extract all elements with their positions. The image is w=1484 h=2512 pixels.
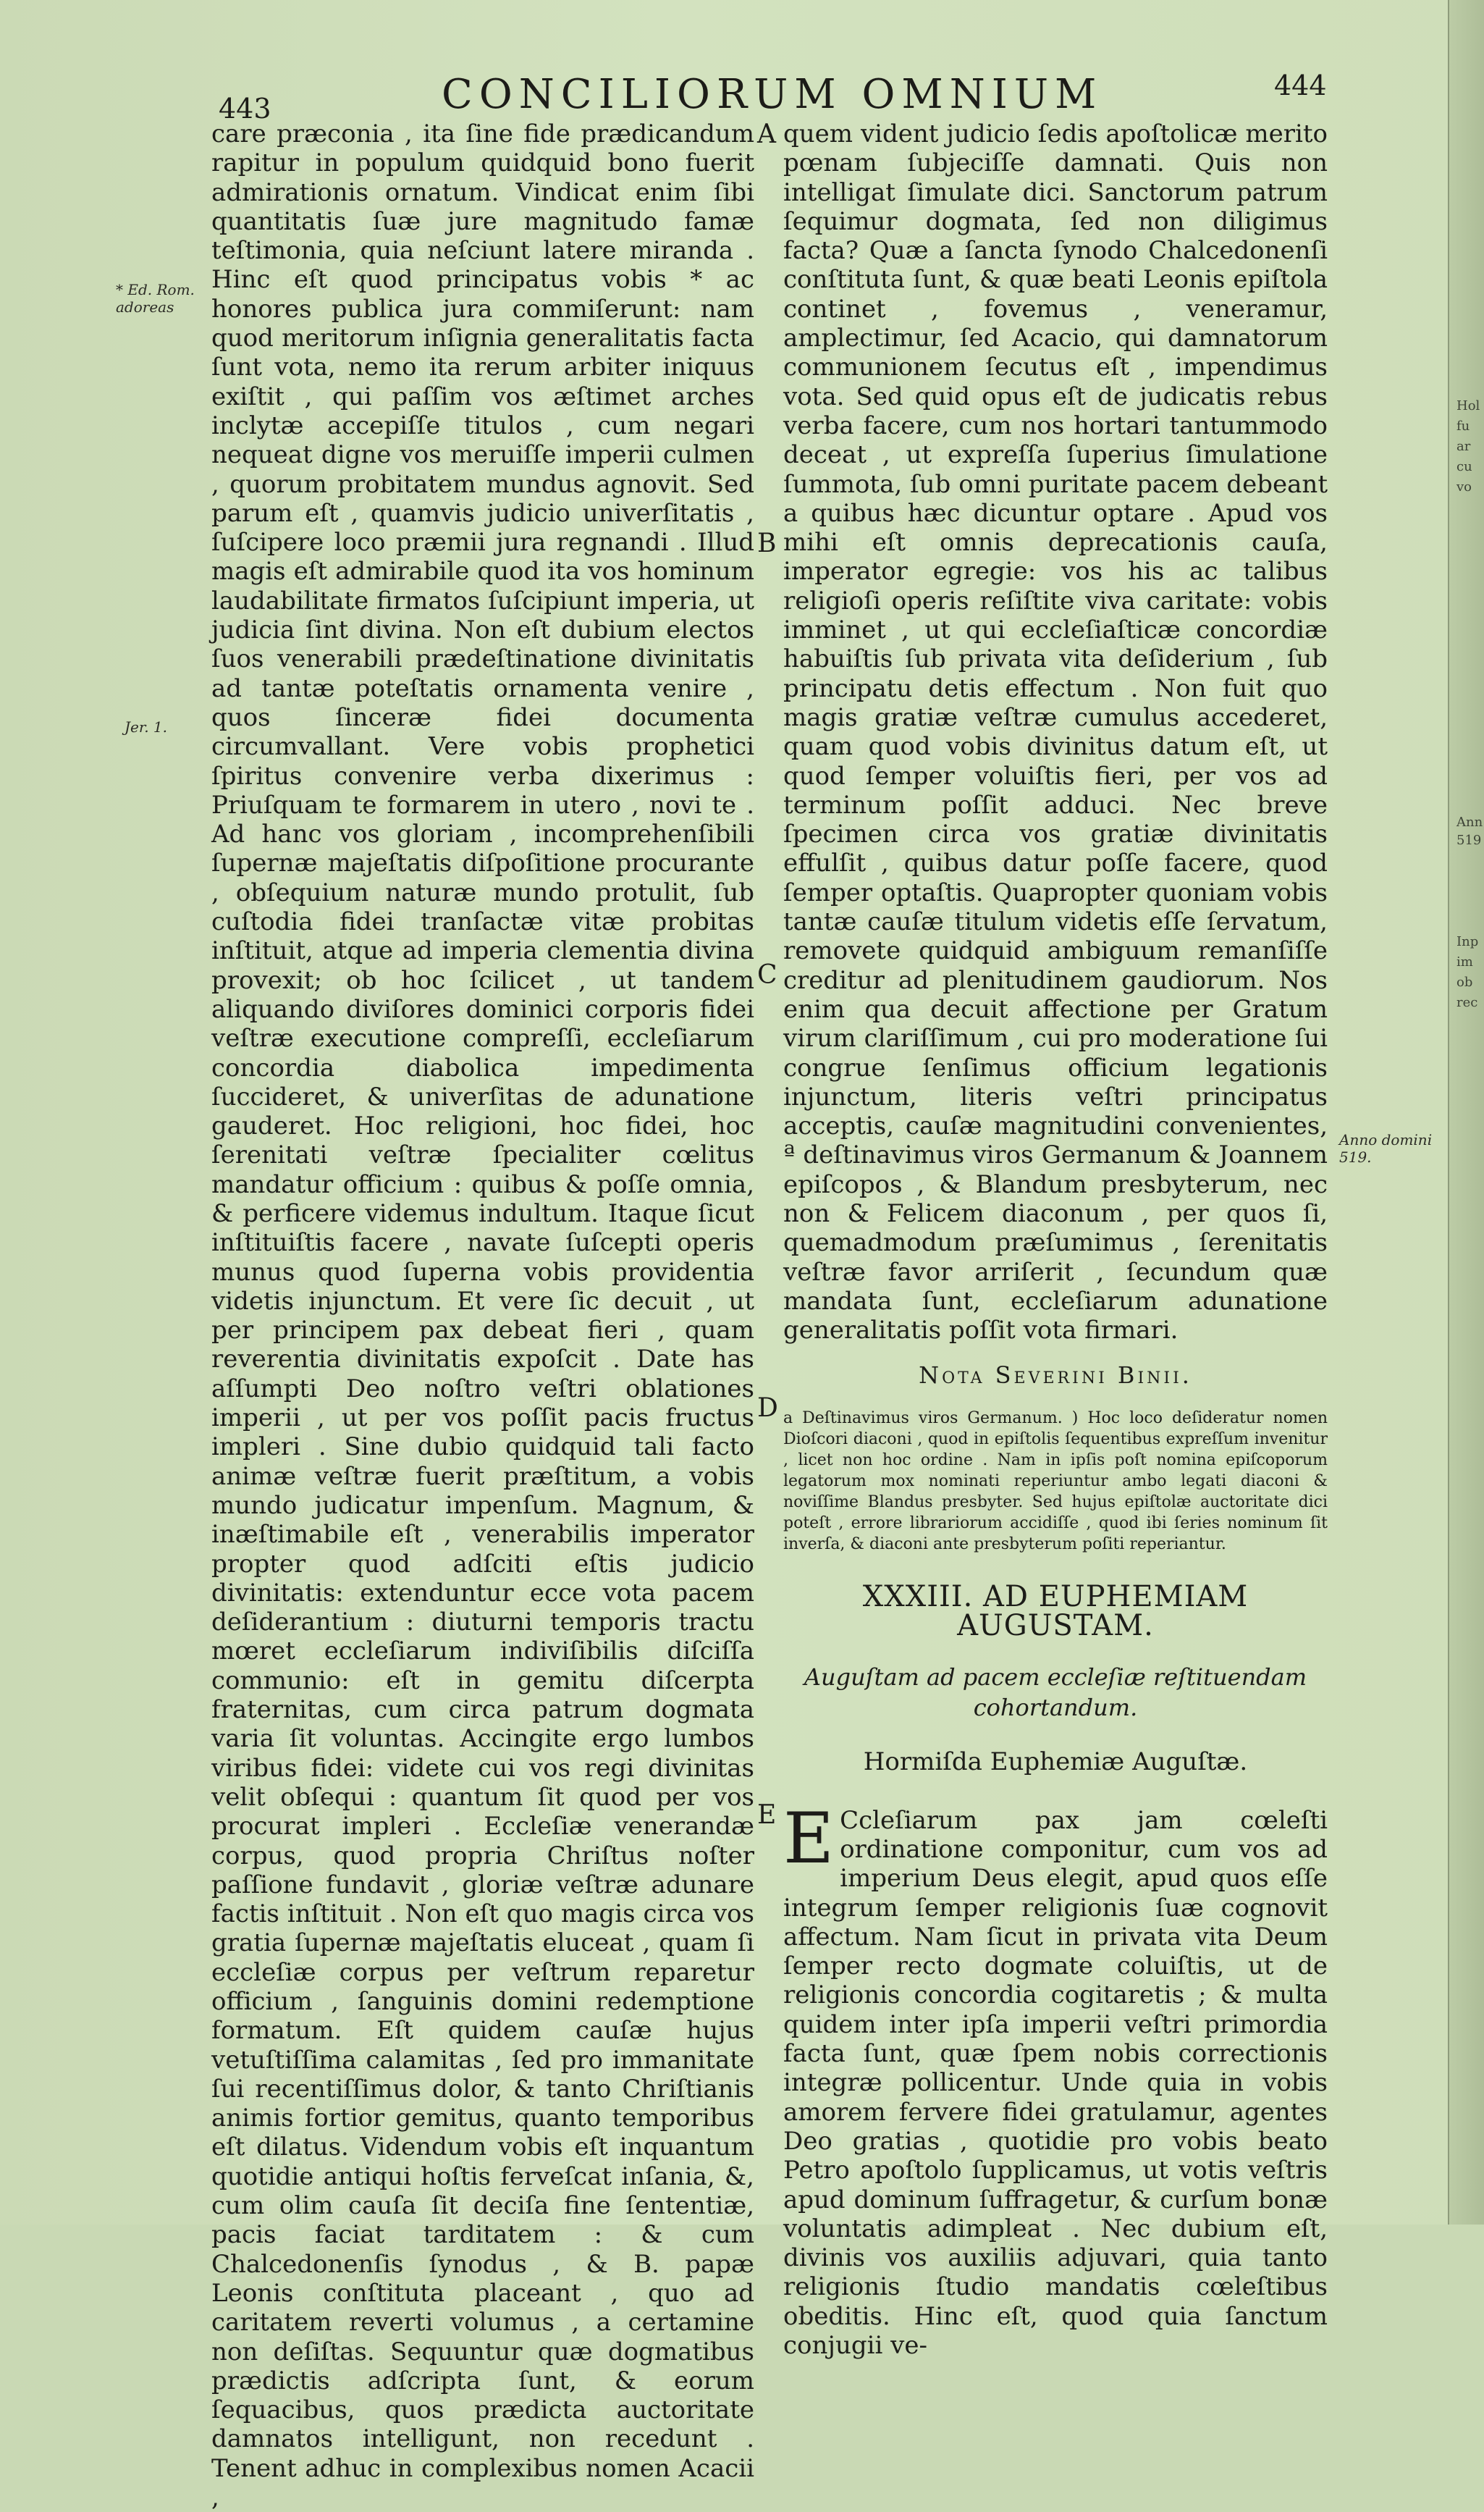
margin-note-anno: Anno domini 519. (1339, 1131, 1433, 1166)
running-title: CONCILIORUM OMNIUM (442, 71, 1103, 118)
margin-note-jer: Jer. 1. (125, 718, 168, 736)
section-letter-d: D (757, 1393, 778, 1423)
right-column (783, 119, 1328, 2360)
footnote: a Deſtinavimus viros Germanum. ) Hoc loco deſideratur nomen Dioſcori diaconi , quod in epiſtolis ſequentibus expreſſum invenitur , licet non hoc ordine . Nam in ipſis poſt nomina epiſcoporum legatorum mox nominati reperiuntur ambo legati diaconi & noviſſime Blandus presbyter. Sed hujus epiſtolæ auctoritate dici poteſt , errore librariorum accidiſſe , quod ibi ſeries nominum ſit inverſa, & diaconi ante presbyterum poſiti reperiantur. (783, 1408, 1328, 1553)
left-column (211, 119, 754, 2512)
edge-fragment: 519 (1456, 833, 1482, 848)
left-column-text: care præconia , ita ſine fide prædicandum rapitur in populum quidquid bono fuerit admirationis ornatum. Vindicat enim ſibi quantitatis ſuæ jure magnitudo famæ teſtimonia, quia neſciunt latere miranda . Hinc eſt quod principatus vobis * ac honores publica jura commiſerunt: nam quod meritorum inſignia generalitatis facta ſunt vota, nemo ita rerum arbiter iniquus exiſtit , qui paſſim vos æſtimet arches inclytæ accepiſſe titulos , cum negari nequeat digne vos meruiſſe imperii culmen , quorum probitatem mundus agnovit. Sed parum eſt , quamvis judicio univerſitatis , ſuſcipere loco præmii jura regnandi . Illud magis eſt admirabile quod ita vos hominum laudabilitate firmatos ſuſcipiunt imperia, ut judicia ſint divina. Non eſt dubium electos ſuos venerabili prædeſtinatione divinitatis ad tantæ poteſtatis ornamenta venire , quos ſinceræ fidei documenta circumvallant. Vere vobis prophetici ſpiritus convenire verba dixerimus : Priuſquam te formarem in utero , novi te . Ad hanc vos gloriam , incomprehenſibili ſupernæ majeſtatis diſpoſitione procurante , obſequium naturæ mundo protulit, ſub cuſtodia fidei tranſactæ vitæ probitas inſtituit, atque ad imperia clementia divina provexit; ob hoc ſcilicet , ut tandem aliquando diviſores dominici corporis fidei veſtræ executione compreſſi, eccleſiarum concordia diabolica impedimenta ſuccideret, & univerſitas de adunatione gauderet. Hoc religioni, hoc fidei, hoc ſerenitati veſtræ ſpecialiter cœlitus mandatur officium : quibus & poſſe omnia, & perficere videmus indultum. Itaque ſicut inſtituiſtis facere , navate ſuſcepti operis munus quod ſuperna vobis providentia videtis injunctum. Et vere ſic decuit , ut per principem pax debeat fieri , quam reverentia divinitatis expoſcit . Date has aſſumpti Deo noſtro veſtri oblationes imperii , ut per vos poſſit pacis fructus impleri . Sine dubio quidquid tali facto animæ veſtræ fuerit præſtitum, a vobis mundo judicatur impenſum. Magnum, & inæſtimabile eſt , venerabilis imperator propter quod adſciti eſtis judicio divinitatis: extenduntur ecce vota pacem deſiderantium : diuturni temporis tractu mœret eccleſiarum indiviſibilis diſciſſa communio: eſt in gemitu diſcerpta fraternitas, cum circa patrum dogmata varia ſit voluntas. Accingite ergo lumbos viribus fidei: videte cui vos regi divinitas velit obſequi : quantum ſit quod per vos procurat impleri . Eccleſiæ venerandæ corpus, quod propria Chriſtus noſter paſſione fundavit , gloriæ veſtræ adunare factis inſtituit . Non eſt quo magis circa vos gratia ſupernæ majeſtatis eluceat , quam ſi eccleſiæ corpus per veſtrum reparetur officium , ſanguinis domini redemptione formatum. Eſt quidem cauſæ hujus vetuſtiſſima calamitas , ſed pro immanitate ſui recentiſſimus dolor, & tanto Chriſtianis animis fortior gemitus, quanto temporibus eſt dilatus. Videndum vobis eſt inquantum quotidie antiqui hoſtis ferveſcat inſania, &, cum olim cauſa ſit deciſa fine ſententiæ, pacis faciat tarditatem : & cum Chalcedonenſis ſynodus , & B. papæ Leonis conſtituta placeant , quo ad caritatem reverti volumus , a certamine non deſiſtas. Sequuntur quæ dogmatibus prædictis adſcripta ſunt, & eorum ſequacibus, quos prædicta auctoritate damnatos intelligunt, non recedunt . Tenent adhuc in complexibus nomen Acacii , (211, 119, 754, 2512)
right-column-text: quem vident judicio ſedis apoſtolicæ merito pœnam ſubjeciſſe damnati. Quis non intelligat ſimulate dici. Sanctorum patrum ſequimur dogmata, ſed non diligimus facta? Quæ a ſancta ſynodo Chalcedonenſi conſtituta ſunt, & quæ beati Leonis epiſtola continet , fovemus , veneramur, amplectimur, ſed Acacio, qui damnatorum communionem ſecutus eſt , impendimus vota. Sed quid opus eſt de judicatis rebus verba facere, cum nos hortari tantummodo deceat , ut expreſſa ſuperius ſimulatione ſummota, ſub omni puritate pacem debeant a quibus hæc dicuntur optare . Apud vos mihi eſt omnis deprecationis cauſa, imperator egregie: vos his ac talibus religioſi operis reſiſtite viva caritate: vobis imminet , ut qui eccleſiaſticæ concordiæ habuiſtis ſub privata vita deſiderium , ſub principatu detis effectum . Non fuit quo magis gratiæ veſtræ cumulus accederet, quam quod vobis divinitus datum eſt, ut quod ſemper voluiſtis fieri, per vos ad terminum poſſit adduci. Nec breve ſpecimen circa vos gratiæ divinitatis effulſit , quibus datur poſſe facere, quod ſemper optaſtis. Quapropter quoniam vobis tantæ cauſæ titulum videtis eſſe ſervatum, removete quidquid ambiguum remanſiſſe creditur ad plenitudinem gaudiorum. Nos enim qua decuit affectione per Gratum virum clariſſimum , cui pro moderatione ſui congrue ſenſimus officium legationis injunctum, literis veſtri principatus acceptis, cauſæ magnitudini convenientes, ª deſtinavimus viros Germanum & Joannem epiſcopos , & Blandum presbyterum, nec non & Felicem diaconum , per quos ſi, quemadmodum præſumimus , ſerenitatis veſtræ favor arriſerit , ſecundum quæ mandata ſunt, eccleſiarum adunatione generalitatis poſſit vota firmari. (783, 119, 1328, 1345)
running-header (0, 56, 1483, 125)
drop-cap: E (783, 1797, 835, 1879)
section-letter-c: C (757, 960, 777, 990)
epistle-body (783, 1797, 1328, 2361)
page-number-left: 443 (219, 93, 271, 125)
epistle-greeting: Hormiſda Euphemiæ Auguſtæ. (863, 1747, 1248, 1777)
edge-fragment: Hol (1456, 398, 1480, 413)
edge-fragment: Inp (1456, 934, 1479, 949)
section-letter-b: B (757, 529, 777, 558)
nota-title: Nota Severini Binii. (919, 1361, 1192, 1390)
edge-fragment: cu (1456, 459, 1472, 474)
margin-note-ed-rom: * Ed. Rom. adoreas (116, 281, 195, 316)
epistle-title: XXXIII. AD EUPHEMIAM AUGUSTAM. (862, 1579, 1249, 1643)
section-letter-e: E (757, 1800, 777, 1830)
edge-fragment: Ann (1456, 815, 1483, 830)
next-page-edge (1448, 0, 1484, 2225)
section-letter-a: A (757, 119, 776, 149)
edge-fragment: im (1456, 954, 1473, 970)
edge-fragment: fu (1456, 419, 1470, 434)
epistle-subtitle: Auguſtam ad pacem eccleſiæ reſtituendam cohortandum. (804, 1663, 1307, 1722)
edge-fragment: vo (1456, 479, 1472, 495)
edge-fragment: ob (1456, 975, 1473, 990)
edge-fragment: rec (1456, 995, 1478, 1010)
edge-fragment: ar (1456, 439, 1471, 454)
epistle-text: Ccleſiarum pax jam cœleſti ordinatione componitur, cum vos ad imperium Deus elegit, apud quos eſſe integrum ſemper religionis ſuæ cognovit affectum. Nam ſicut in privata vita Deum ſemper recto dogmate coluiſtis, ut de religionis concordia cogitaretis ; & multa quidem inter ipſa imperii veſtri primordia facta ſunt, quæ ſpem nobis correctionis integræ pollicentur. Unde quia in vobis amorem fervere fidei gratulamur, agentes Deo gratias , quotidie pro vobis beato Petro apoſtolo ſupplicamus, ut votis veſtris apud dominum ſuffragetur, & curſum bonæ voluntatis adimpleat . Nec dubium eſt, divinis vos auxiliis adjuvari, quia tanto religionis ſtudio mandatis cœleſtibus obeditis. Hinc eſt, quod quia ſanctum conjugii ve- (783, 1805, 1328, 2360)
page-number-right: 444 (1274, 70, 1327, 101)
